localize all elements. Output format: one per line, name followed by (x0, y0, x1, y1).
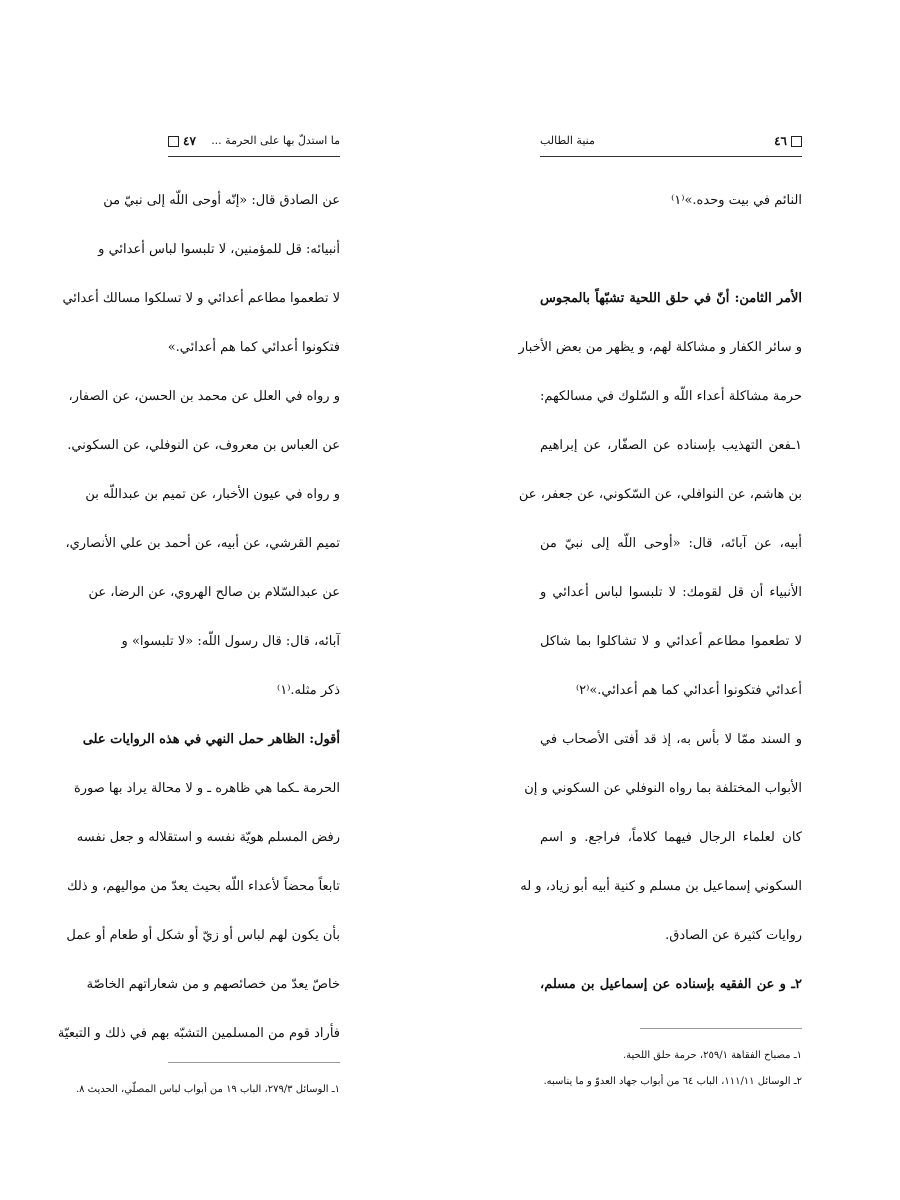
right-page (518, 0, 802, 1200)
text-line: روايات كثيرة عن الصادق. (665, 928, 802, 943)
footnote: ١ـ مصباح الفقاهة ٢٥٩/١، حرمة حلق اللحية. (622, 1050, 802, 1061)
text-line: ١ـفعن التهذيب بإسناده عن الصفّار، عن إبراهيم (540, 438, 802, 453)
text-line: و رواه في العلل عن محمد بن الحسن، عن الصفار، (68, 389, 340, 404)
square-ornament-icon (791, 136, 802, 147)
section-heading: الأمر الثامن: أنّ في حلق اللحية تشبّهاً بالمجوس (540, 291, 802, 306)
text-line: أعدائي فتكونوا أعدائي كما هم أعدائي.»⁽٢⁾ (575, 683, 802, 698)
footnotes-left (75, 1080, 340, 1106)
text-line: بن هاشم، عن النوافلي، عن السّكوني، عن جعفر، عن (518, 487, 802, 502)
text-line (82, 722, 340, 771)
text-line: عن العباس بن معروف، عن النوفلي، عن السكوني. (67, 438, 340, 453)
text-line: تميم القرشي، عن أبيه، عن أحمد بن علي الأنصاري، (65, 536, 340, 551)
blank-line (540, 232, 802, 281)
left-page-body (57, 183, 340, 1065)
text-line: كان لعلماء الرجال فيهما كلاماً، فراجع. و اسم (540, 830, 802, 845)
text-line: الأنبياء أن قل لقومك: لا تلبسوا لباس أعدائي و (540, 585, 802, 600)
text-line: و رواه في عيون الأخبار، عن تميم بن عبداللّه بن (85, 487, 340, 502)
item-heading: ٢ـ و عن الفقيه بإسناده عن إسماعيل بن مسلم، (540, 977, 802, 992)
text-line: بأن يكون لهم لباس أو زيّ أو شكل أو طعام أو عمل (66, 928, 340, 943)
text-line: تابعاً محضاً لأعداء اللّه بحيث يعدّ من مواليهم، و ذلك (66, 879, 340, 894)
text-line: فتكونوا أعدائي كما هم أعدائي.» (167, 340, 340, 355)
text-line: لا تطعموا مطاعم أعدائي و لا تشاكلوا بما شاكل (540, 634, 802, 649)
text-line (540, 281, 802, 330)
text-line: عن عبدالسّلام بن صالح الهروي، عن الرضا، عن (88, 585, 340, 600)
running-title-right: منية الطالب (540, 134, 595, 147)
text-line: السكوني إسماعيل بن مسلم و كنية أبيه أبو زياد، و له (520, 879, 802, 894)
aqulu-heading: أقول: الظاهر حمل النهي في هذه الروايات على (82, 732, 340, 747)
right-page-body (518, 183, 802, 1016)
text-line: عن الصادق قال: «إنّه أوحى اللّه إلى نبيّ من (103, 193, 340, 208)
page-number-46: ٤٦ (774, 132, 802, 150)
text-line: الحرمة ـكما هي ظاهره ـ و لا محالة يراد بها صورة (73, 781, 340, 796)
text-line: لا تطعموا مطاعم أعدائي و لا تسلكوا مسالك أعدائي (62, 291, 340, 306)
footnote: ٢ـ الوسائل ١١١/١١، الباب ٦٤ من أبواب جهاد العدوّ و ما يناسبه. (543, 1076, 802, 1087)
text-line: و سائر الكفار و مشاكلة لهم، و يظهر من بعض الأخبار (518, 340, 802, 355)
footnote-rule-right (640, 1028, 802, 1029)
header-rule-left (168, 156, 340, 157)
text-line: و السند ممّا لا بأس به، إذ قد أفتى الأصحاب في (540, 732, 802, 747)
footnote: ١ـ الوسائل ٢٧٩/٣، الباب ١٩ من أبواب لباس المصلّي، الحديث ٨. (75, 1084, 340, 1095)
text-line: فأراد قوم من المسلمين التشبّه بهم في ذلك و التبعيّة (57, 1026, 340, 1041)
square-ornament-icon (168, 136, 179, 147)
text-line: الأبواب المختلفة بما رواه النوفلي عن السكوني و إن (524, 781, 802, 796)
text-line: آبائه، قال: قال رسول اللّه: «لا تلبسوا» و (121, 634, 340, 649)
text-line (540, 967, 802, 1016)
footnote-rule-left (168, 1062, 340, 1063)
text-line: رفض المسلم هويّة نفسه و استقلاله و جعل نفسه (76, 830, 340, 845)
text-line: ذكر مثله.⁽١⁾ (277, 683, 340, 698)
text-line: خاصّ يعدّ من خصائصهم و من شعاراتهم الخاصّة (86, 977, 340, 992)
page-number-47: ٤٧ (168, 132, 196, 150)
text-line: حرمة مشاكلة أعداء اللّه و السّلوك في مسالكهم: (540, 389, 802, 404)
right-page-header (540, 132, 802, 150)
text-line: النائم في بيت وحده.»⁽١⁾ (671, 193, 802, 208)
running-title-left: ما استدلّ بها على الحرمة ... (211, 134, 340, 147)
text-line: أنبيائه: قل للمؤمنين، لا تلبسوا لباس أعدائي و (98, 242, 340, 257)
left-page-header (168, 132, 340, 150)
left-page (57, 0, 340, 1200)
header-rule-right (540, 156, 802, 157)
text-line: أبيه، عن آبائه، قال: «أوحى اللّه إلى نبيّ من (540, 536, 802, 551)
footnotes-right (540, 1046, 802, 1098)
